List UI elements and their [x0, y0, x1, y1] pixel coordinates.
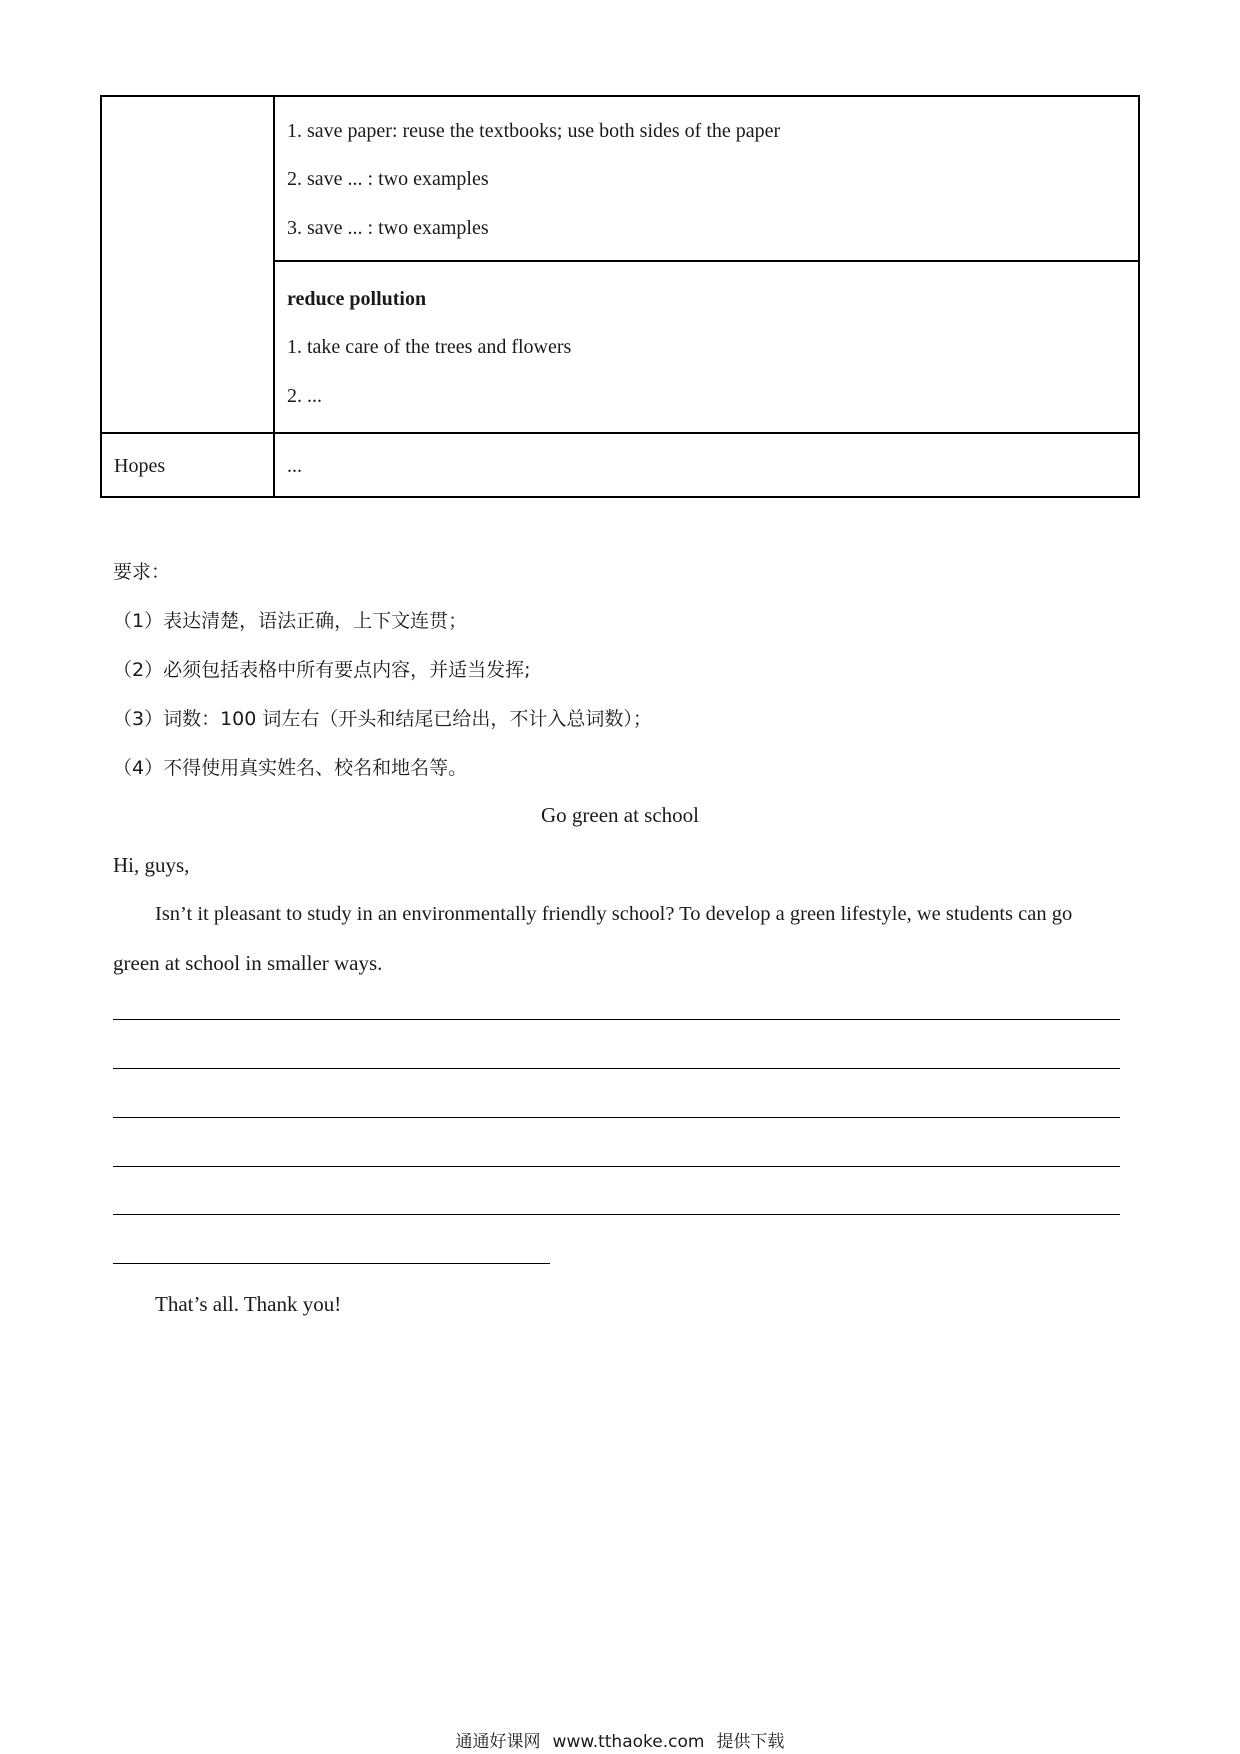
- table-left-column: [102, 97, 275, 496]
- save-item-2: 2. save ... : two examples: [287, 168, 489, 190]
- table-row-divider: [275, 260, 1138, 262]
- requirement-item-3: （3）词数：100 词左右（开头和结尾已给出，不计入总词数）；: [113, 708, 652, 730]
- essay-opening-line-1: Isn’t it pleasant to study in an environmentally friendly school? To develop a green lifestyle, we students can go: [155, 903, 1073, 925]
- reduce-pollution-heading: reduce pollution: [287, 288, 427, 310]
- essay-title: Go green at school: [540, 803, 700, 827]
- reduce-item-1: 1. take care of the trees and flowers: [287, 336, 572, 358]
- requirement-item-2: （2）必须包括表格中所有要点内容，并适当发挥;: [113, 659, 531, 681]
- writing-line[interactable]: [113, 1019, 1120, 1020]
- hopes-value: ...: [287, 455, 302, 477]
- hopes-label: Hopes: [114, 455, 166, 477]
- save-item-3: 3. save ... : two examples: [287, 217, 489, 239]
- save-item-1: 1. save paper: reuse the textbooks; use both sides of the paper: [287, 120, 781, 142]
- writing-line[interactable]: [113, 1068, 1120, 1069]
- essay-opening-line-2: green at school in smaller ways.: [113, 951, 383, 975]
- requirement-item-4: （4）不得使用真实姓名、校名和地名等。: [113, 757, 468, 779]
- writing-line[interactable]: [113, 1263, 550, 1264]
- outline-table: [100, 95, 1140, 498]
- requirements-heading: 要求：: [113, 561, 171, 583]
- table-row-divider-hopes: [102, 432, 1138, 434]
- writing-line[interactable]: [113, 1117, 1120, 1118]
- essay-greeting: Hi, guys,: [113, 853, 190, 877]
- writing-line[interactable]: [113, 1166, 1120, 1167]
- page-footer: [0, 1727, 1240, 1752]
- reduce-item-2: 2. ...: [287, 385, 322, 407]
- footer-suffix: 提供下载: [716, 1732, 785, 1752]
- essay-closing: That’s all. Thank you!: [155, 1292, 342, 1316]
- footer-site-name: 通通好课网: [455, 1732, 541, 1752]
- writing-line[interactable]: [113, 1214, 1120, 1215]
- requirement-item-1: （1）表达清楚，语法正确，上下文连贯；: [113, 610, 468, 632]
- footer-url[interactable]: www.tthaoke.com: [552, 1732, 705, 1752]
